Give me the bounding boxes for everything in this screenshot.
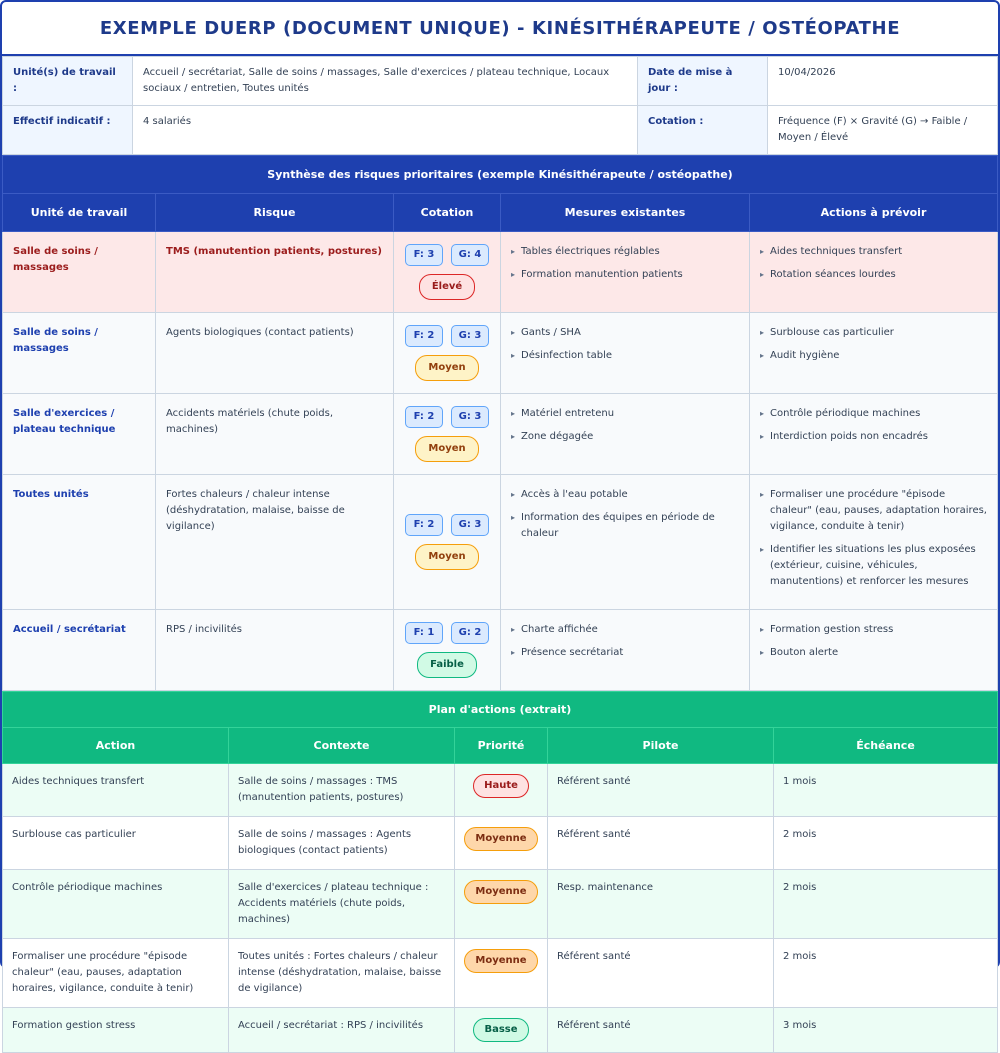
plan-row (3, 1008, 998, 1053)
col-header-cotation: Cotation (394, 194, 501, 232)
cotation-value: Fréquence (F) × Gravité (G) → Faible / Moyen / Élevé (768, 106, 998, 155)
cotation-label: Cotation : (638, 106, 768, 155)
risk-name: RPS / incivilités (156, 610, 394, 691)
date-value: 10/04/2026 (768, 57, 998, 106)
measure-item: ▸ Tables électriques réglables (511, 244, 739, 260)
plan-row (3, 939, 998, 1008)
priority-badge: Basse (473, 1018, 528, 1042)
existing-measures (501, 394, 750, 475)
measure-item: ▸ Accès à l'eau potable (511, 487, 739, 503)
plan-action: Surblouse cas particulier (3, 817, 229, 870)
risk-unit: Toutes unités (3, 475, 156, 610)
gravity-chip: G: 4 (451, 244, 489, 266)
action-item: ▸ Formation gestion stress (760, 622, 987, 638)
col-header-measures: Mesures existantes (501, 194, 750, 232)
cotation-cell (394, 313, 501, 394)
page-title: EXEMPLE DUERP (DOCUMENT UNIQUE) - KINÉSITHÉRAPEUTE / OSTÉOPATHE (2, 2, 998, 56)
risk-unit: Salle de soins / massages (3, 313, 156, 394)
risk-level-badge: Moyen (415, 436, 478, 462)
plan-pilot: Référent santé (548, 939, 774, 1008)
planned-actions (750, 475, 998, 610)
gravity-chip: G: 3 (451, 406, 489, 428)
priority-badge: Moyenne (464, 949, 537, 973)
cotation-cell (394, 475, 501, 610)
cotation-cell (394, 394, 501, 475)
planned-actions (750, 232, 998, 313)
risk-name: Agents biologiques (contact patients) (156, 313, 394, 394)
risk-unit: Salle de soins / massages (3, 232, 156, 313)
action-item: ▸ Interdiction poids non encadrés (760, 429, 987, 445)
frequency-chip: F: 2 (405, 325, 443, 347)
frequency-chip: F: 2 (405, 406, 443, 428)
plan-header-priority: Priorité (455, 728, 548, 764)
plan-due: 1 mois (774, 764, 998, 817)
units-value: Accueil / secrétariat, Salle de soins / massages, Salle d'exercices / plateau technique, Locaux sociaux / entretien, Toutes unités (133, 57, 638, 106)
plan-row (3, 817, 998, 870)
plan-header-context: Contexte (229, 728, 455, 764)
plan-action: Formaliser une procédure "épisode chaleur" (eau, pauses, adaptation horaires, vigilance, conduite à tenir) (3, 939, 229, 1008)
plan-context: Salle d'exercices / plateau technique : Accidents matériels (chute poids, machines) (229, 870, 455, 939)
existing-measures (501, 232, 750, 313)
col-header-actions: Actions à prévoir (750, 194, 998, 232)
plan-due: 3 mois (774, 1008, 998, 1053)
plan-pilot: Référent santé (548, 764, 774, 817)
plan-context: Salle de soins / massages : TMS (manutention patients, postures) (229, 764, 455, 817)
plan-title: Plan d'actions (extrait) (3, 692, 998, 728)
info-table (2, 56, 998, 155)
plan-header-pilot: Pilote (548, 728, 774, 764)
risk-name: Fortes chaleurs / chaleur intense (déshydratation, malaise, baisse de vigilance) (156, 475, 394, 610)
gravity-chip: G: 2 (451, 622, 489, 644)
priority-badge: Moyenne (464, 827, 537, 851)
action-item: ▸ Contrôle périodique machines (760, 406, 987, 422)
units-label: Unité(s) de travail : (3, 57, 133, 106)
gravity-chip: G: 3 (451, 514, 489, 536)
plan-action: Contrôle périodique machines (3, 870, 229, 939)
date-label: Date de mise à jour : (638, 57, 768, 106)
plan-action: Aides techniques transfert (3, 764, 229, 817)
action-item: ▸ Rotation séances lourdes (760, 267, 987, 283)
plan-due: 2 mois (774, 817, 998, 870)
priority-badge: Haute (473, 774, 529, 798)
plan-action: Formation gestion stress (3, 1008, 229, 1053)
risk-unit: Salle d'exercices / plateau technique (3, 394, 156, 475)
cotation-cell (394, 232, 501, 313)
measure-item: ▸ Gants / SHA (511, 325, 739, 341)
action-item: ▸ Aides techniques transfert (760, 244, 987, 260)
risk-synthesis-table (2, 155, 998, 691)
risk-level-badge: Moyen (415, 355, 478, 381)
frequency-chip: F: 2 (405, 514, 443, 536)
effectif-value: 4 salariés (133, 106, 638, 155)
risk-row (3, 610, 998, 691)
plan-row (3, 870, 998, 939)
measure-item: ▸ Désinfection table (511, 348, 739, 364)
effectif-label: Effectif indicatif : (3, 106, 133, 155)
cotation-cell (394, 610, 501, 691)
measure-item: ▸ Matériel entretenu (511, 406, 739, 422)
plan-pilot: Référent santé (548, 817, 774, 870)
measure-item: ▸ Présence secrétariat (511, 645, 739, 661)
risk-row (3, 394, 998, 475)
frequency-chip: F: 3 (405, 244, 443, 266)
planned-actions (750, 313, 998, 394)
risk-row (3, 313, 998, 394)
planned-actions (750, 394, 998, 475)
plan-due: 2 mois (774, 939, 998, 1008)
plan-row (3, 764, 998, 817)
risk-row (3, 475, 998, 610)
risk-name: TMS (manutention patients, postures) (156, 232, 394, 313)
existing-measures (501, 475, 750, 610)
gravity-chip: G: 3 (451, 325, 489, 347)
risk-unit: Accueil / secrétariat (3, 610, 156, 691)
action-item: ▸ Formaliser une procédure "épisode chaleur" (eau, pauses, adaptation horaires, vigilance, conduite à tenir) (760, 487, 987, 535)
plan-due: 2 mois (774, 870, 998, 939)
risk-row (3, 232, 998, 313)
risk-name: Accidents matériels (chute poids, machines) (156, 394, 394, 475)
existing-measures (501, 313, 750, 394)
action-plan-table (2, 691, 998, 1053)
risk-level-badge: Élevé (419, 274, 475, 300)
plan-context: Salle de soins / massages : Agents biologiques (contact patients) (229, 817, 455, 870)
col-header-risk: Risque (156, 194, 394, 232)
measure-item: ▸ Charte affichée (511, 622, 739, 638)
priority-badge: Moyenne (464, 880, 537, 904)
action-item: ▸ Identifier les situations les plus exposées (extérieur, cuisine, véhicules, manutentions) et renforcer les mesures (760, 542, 987, 590)
frequency-chip: F: 1 (405, 622, 443, 644)
measure-item: ▸ Information des équipes en période de chaleur (511, 510, 739, 542)
action-item: ▸ Bouton alerte (760, 645, 987, 661)
synthesis-title: Synthèse des risques prioritaires (exemple Kinésithérapeute / ostéopathe) (3, 156, 998, 194)
risk-level-badge: Moyen (415, 544, 478, 570)
plan-pilot: Référent santé (548, 1008, 774, 1053)
measure-item: ▸ Zone dégagée (511, 429, 739, 445)
measure-item: ▸ Formation manutention patients (511, 267, 739, 283)
plan-pilot: Resp. maintenance (548, 870, 774, 939)
plan-header-action: Action (3, 728, 229, 764)
plan-context: Toutes unités : Fortes chaleurs / chaleur intense (déshydratation, malaise, baisse de vigilance) (229, 939, 455, 1008)
plan-header-due: Échéance (774, 728, 998, 764)
plan-context: Accueil / secrétariat : RPS / incivilités (229, 1008, 455, 1053)
risk-level-badge: Faible (417, 652, 477, 678)
planned-actions (750, 610, 998, 691)
col-header-unit: Unité de travail (3, 194, 156, 232)
action-item: ▸ Audit hygiène (760, 348, 987, 364)
existing-measures (501, 610, 750, 691)
action-item: ▸ Surblouse cas particulier (760, 325, 987, 341)
